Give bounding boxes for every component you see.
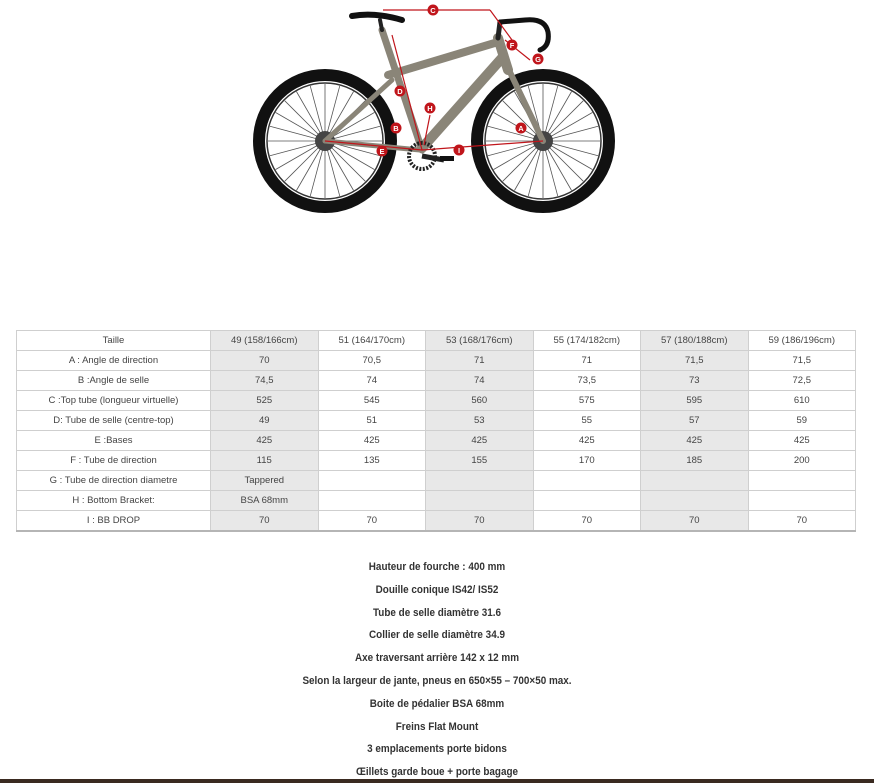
svg-text:G: G <box>535 55 541 64</box>
table-header-row <box>17 331 856 351</box>
dimension-marker-f <box>507 40 518 51</box>
table-row-label: H : Bottom Bracket: <box>17 491 211 511</box>
spec-item: Selon la largeur de jante, pneus en 650×55 – 700×50 max. <box>302 674 572 687</box>
spec-item: Boite de pédalier BSA 68mm <box>369 697 505 710</box>
table-cell: 73,5 <box>533 371 641 391</box>
table-row <box>17 371 856 391</box>
table-cell <box>318 491 426 511</box>
spec-item: Axe traversant arrière 142 x 12 mm <box>354 652 519 665</box>
table-cell: 71,5 <box>641 351 749 371</box>
table-cell: 51 <box>318 411 426 431</box>
table-cell: 425 <box>318 431 426 451</box>
table-cell: 560 <box>426 391 534 411</box>
table-cell: 155 <box>426 451 534 471</box>
table-row-label: G : Tube de direction diametre <box>17 471 211 491</box>
table-cell: 70 <box>641 511 749 532</box>
table-cell: 71 <box>533 351 641 371</box>
table-cell: 70 <box>318 511 426 532</box>
spec-item: Hauteur de fourche : 400 mm <box>368 561 506 573</box>
table-cell: 70 <box>211 351 319 371</box>
table-row-label: F : Tube de direction <box>17 451 211 471</box>
table-cell: 425 <box>426 431 534 451</box>
table-cell: 185 <box>641 451 749 471</box>
table-row <box>17 431 856 451</box>
spec-item: Douille conique IS42/ IS52 <box>375 583 499 596</box>
table-cell <box>533 471 641 491</box>
dimension-marker-b <box>391 123 402 134</box>
table-cell <box>533 491 641 511</box>
table-cell: 74,5 <box>211 371 319 391</box>
svg-text:I: I <box>457 146 461 155</box>
dimension-marker-c <box>428 5 439 16</box>
table-row-label: A : Angle de direction <box>17 351 211 371</box>
table-row <box>17 391 856 411</box>
svg-text:F: F <box>509 41 515 50</box>
dimension-marker-h <box>425 103 436 114</box>
dimension-marker-a <box>516 123 527 134</box>
table-cell: 425 <box>533 431 641 451</box>
table-cell: 74 <box>426 371 534 391</box>
table-cell: 57 (180/188cm) <box>641 331 749 351</box>
table-cell: 51 (164/170cm) <box>318 331 426 351</box>
svg-text:H: H <box>427 104 433 113</box>
table-cell: 49 (158/166cm) <box>211 331 319 351</box>
table-cell: 425 <box>641 431 749 451</box>
table-row-label: B :Angle de selle <box>17 371 211 391</box>
table-cell: 200 <box>748 451 856 471</box>
table-cell: 73 <box>641 371 749 391</box>
table-cell <box>641 491 749 511</box>
table-cell: 70,5 <box>318 351 426 371</box>
table-cell: 72,5 <box>748 371 856 391</box>
svg-text:B: B <box>393 124 399 133</box>
table-cell <box>426 491 534 511</box>
table-row <box>17 411 856 431</box>
table-cell <box>748 471 856 491</box>
table-cell: 610 <box>748 391 856 411</box>
table-cell: Tappered <box>211 471 319 491</box>
table-cell <box>426 471 534 491</box>
table-row-label: Taille <box>17 331 211 351</box>
table-cell: 70 <box>211 511 319 532</box>
table-row <box>17 451 856 471</box>
table-cell <box>641 471 749 491</box>
bike-geometry-figure <box>240 0 640 225</box>
table-cell: 71 <box>426 351 534 371</box>
table-cell: 115 <box>211 451 319 471</box>
table-cell: 53 (168/176cm) <box>426 331 534 351</box>
table-cell: 55 (174/182cm) <box>533 331 641 351</box>
svg-text:D: D <box>397 87 403 96</box>
crankset <box>409 143 454 169</box>
table-cell: 53 <box>426 411 534 431</box>
table-cell: 545 <box>318 391 426 411</box>
table-cell: 170 <box>533 451 641 471</box>
dimension-marker-i <box>454 145 465 156</box>
table-row <box>17 471 856 491</box>
table-cell: 595 <box>641 391 749 411</box>
footer-bar <box>0 779 874 783</box>
table-cell <box>748 491 856 511</box>
table-cell: BSA 68mm <box>211 491 319 511</box>
table-cell: 425 <box>211 431 319 451</box>
table-cell: 135 <box>318 451 426 471</box>
dimension-marker-d <box>395 86 406 97</box>
table-cell <box>318 471 426 491</box>
geometry-table <box>16 330 856 532</box>
svg-text:C: C <box>430 6 436 15</box>
table-cell: 59 <box>748 411 856 431</box>
table-cell: 70 <box>533 511 641 532</box>
table-cell: 425 <box>748 431 856 451</box>
dimension-marker-e <box>377 146 388 157</box>
table-row-label: D: Tube de selle (centre-top) <box>17 411 211 431</box>
table-row-label: I : BB DROP <box>17 511 211 532</box>
table-cell: 71,5 <box>748 351 856 371</box>
table-cell: 70 <box>748 511 856 532</box>
svg-text:A: A <box>518 124 524 133</box>
table-row-label: E :Bases <box>17 431 211 451</box>
table-row <box>17 511 856 532</box>
table-cell: 74 <box>318 371 426 391</box>
table-cell: 57 <box>641 411 749 431</box>
table-cell: 575 <box>533 391 641 411</box>
table-row-label: C :Top tube (longueur virtuelle) <box>17 391 211 411</box>
spec-item: Œillets garde boue + porte bagage <box>355 766 518 779</box>
spec-item: 3 emplacements porte bidons <box>367 743 507 756</box>
table-cell: 70 <box>426 511 534 532</box>
svg-text:E: E <box>379 147 385 156</box>
table-cell: 525 <box>211 391 319 411</box>
dimension-marker-g <box>533 54 544 65</box>
table-cell: 59 (186/196cm) <box>748 331 856 351</box>
spec-item: Collier de selle diamètre 34.9 <box>369 629 505 642</box>
table-cell: 49 <box>211 411 319 431</box>
table-row <box>17 351 856 371</box>
table-cell: 55 <box>533 411 641 431</box>
spec-list <box>44 556 831 784</box>
table-row <box>17 491 856 511</box>
spec-item: Freins Flat Mount <box>395 720 479 733</box>
spec-item: Tube de selle diamètre 31.6 <box>372 606 502 619</box>
